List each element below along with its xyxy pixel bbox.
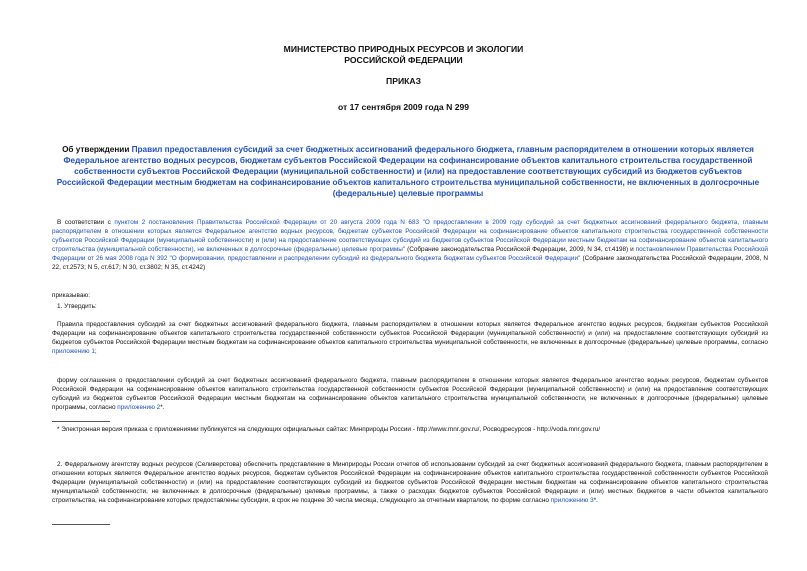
document-type: ПРИКАЗ bbox=[386, 76, 421, 86]
form-paragraph-text: форму соглашения о предоставлении субсидий за счет бюджетных ассигнований федерального бюджета, главным распорядителем в отношении которых является Федеральное агентство водных ресурсов, бюджетам субъектов Российской Федерации на софинансирование объектов капитального строительства государственной собственности субъектов Российской Федерации (муниципальной собственности) и (или) на предоставление соответствующих субсидий из бюджетов субъектов Российской Федерации местным бюджетам на софинансирование объектов капитального строительства муниципальной собственности, не включенных в долгосрочные (федеральные) целевые программы, согласно bbox=[52, 377, 768, 412]
appendix-2-link[interactable]: приложению 2 bbox=[117, 404, 161, 412]
preamble-text-2: (Собрание законодательства Российской Федерации, 2009, N 34, ст.4198) и bbox=[405, 246, 636, 254]
footnote-divider-2 bbox=[52, 524, 110, 525]
ministry-name-line2: РОССИЙСКОЙ ФЕДЕРАЦИИ bbox=[344, 55, 463, 65]
title-prefix: Об утверждении bbox=[62, 145, 132, 154]
document-date-number: от 17 сентября 2009 года N 299 bbox=[337, 102, 470, 112]
item-2-text: 2. Федеральному агентству водных ресурсов (Селиверстова) обеспечить представление в Минприроды России отчетов об использовании субсидий за счет бюджетных ассигнований федерального бюджета, главным распорядителем в отношении которых является Федеральное агентство водных ресурсов, бюджетам субъектов Российской Федерации на софинансирование объектов капитального строительства государственной собственности субъектов Российской Федерации (муниципальной собственности) и (или) на предоставление соответствующих субсидий из бюджетов субъектов Российской Федерации местным бюджетам на софинансирование объектов капитального строительства муниципальной собственности, не включенных в долгосрочные (федеральные) целевые программы, а также о расходах бюджетов субъектов Российской Федерации и (или) местных бюджетов в части объектов капитального строительства, на софинансирование которых предоставлены субсидии, в срок не позднее 30 числа месяца, следующего за отчетным кварталом, по форме согласно bbox=[52, 461, 768, 505]
resolution-392-link[interactable]: постановлением Правительства Российской Федерации от 26 мая 2008 года N 392 "О формировании, предоставлении и распределении субсидий из федерального бюджета бюджетам субъектов Российской Федерации" bbox=[52, 246, 769, 263]
item-2-paragraph bbox=[52, 460, 768, 505]
resolution-683-link[interactable]: пунктом 2 постановления Правительства Российской Федерации от 20 августа 2009 года N 683 "О предоставлении в 2009 году субсидий за счет бюджетных ассигнований федерального бюджета, главным распорядителем в отношении которых является Федеральное агентство водных ресурсов, бюджетам субъектов Российской Федерации на софинансирование объектов капитального строительства государственной собственности субъектов Российской Федерации (муниципальной собственности) и (или) на предоставление соответствующих субсидий из бюджетов субъектов Российской Федерации местным бюджетам на софинансирование объектов капитального строительства (муниципальной собственности), не включенных в долгосрочные (федеральные) целевые программы" bbox=[52, 219, 768, 254]
rules-paragraph bbox=[52, 320, 768, 356]
item-2-end: *. bbox=[593, 497, 598, 505]
footnote: * Электронная версия приказа с приложениями публикуется на следующих официальных сайтах: Минприроды России - http://www.mnr.gov.ru/, Росводресурсов - http://voda.mnr.gov.ru/ bbox=[57, 426, 601, 433]
rules-title-link[interactable]: Правил предоставления субсидий за счет бюджетных ассигнований федерального бюджета, главным распорядителем в отношении которых является Федеральное агентство водных ресурсов, бюджетам субъектов Российской Федерации на софинансирование объектов капитального строительства государственной собственности субъектов Российской Федерации (муниципальной собственности) и (или) на предоставление соответствующих субсидий из бюджетов субъектов Российской Федерации местным бюджетам на софинансирование объектов капитального строительства муниципальной собственности, не включенных в долгосрочные (федеральные) целевые программы bbox=[56, 145, 760, 198]
ministry-name-line1: МИНИСТЕРСТВО ПРИРОДНЫХ РЕСУРСОВ И ЭКОЛОГИИ bbox=[283, 44, 524, 54]
appendix-1-link[interactable]: приложению 1 bbox=[52, 348, 95, 356]
form-paragraph-end: *. bbox=[160, 404, 165, 412]
orders-line: приказываю: bbox=[52, 292, 90, 299]
document-title bbox=[52, 144, 764, 199]
preamble-text-1: В соответствии с bbox=[57, 219, 115, 226]
preamble-text-3: (Собрание законодательства Российской Федерации, 2008, N 22, ст.2573; N 5, ст.617; N 30, ст.3802; N 35, ст.4242) bbox=[52, 255, 769, 272]
footnote-divider bbox=[52, 421, 110, 422]
appendix-3-link[interactable]: приложению 3 bbox=[550, 497, 594, 505]
rules-paragraph-end: ; bbox=[94, 348, 97, 356]
preamble-paragraph bbox=[52, 218, 768, 273]
rules-paragraph-text: Правила предоставления субсидий за счет бюджетных ассигнований федерального бюджета, главным распорядителем в отношении которых является Федеральное агентство водных ресурсов, бюджетам субъектов Российской Федерации на софинансирование объектов капитального строительства государственной собственности субъектов Российской Федерации (муниципальной собственности) и (или) на предоставление соответствующих субсидий из бюджетов субъектов Российской Федерации местным бюджетам на софинансирование объектов капитального строительства муниципальной собственности, не включенных в долгосрочные (федеральные) целевые программы, согласно bbox=[52, 321, 768, 347]
agreement-form-paragraph bbox=[52, 376, 768, 412]
item-1-heading: 1. Утвердить: bbox=[57, 303, 97, 310]
